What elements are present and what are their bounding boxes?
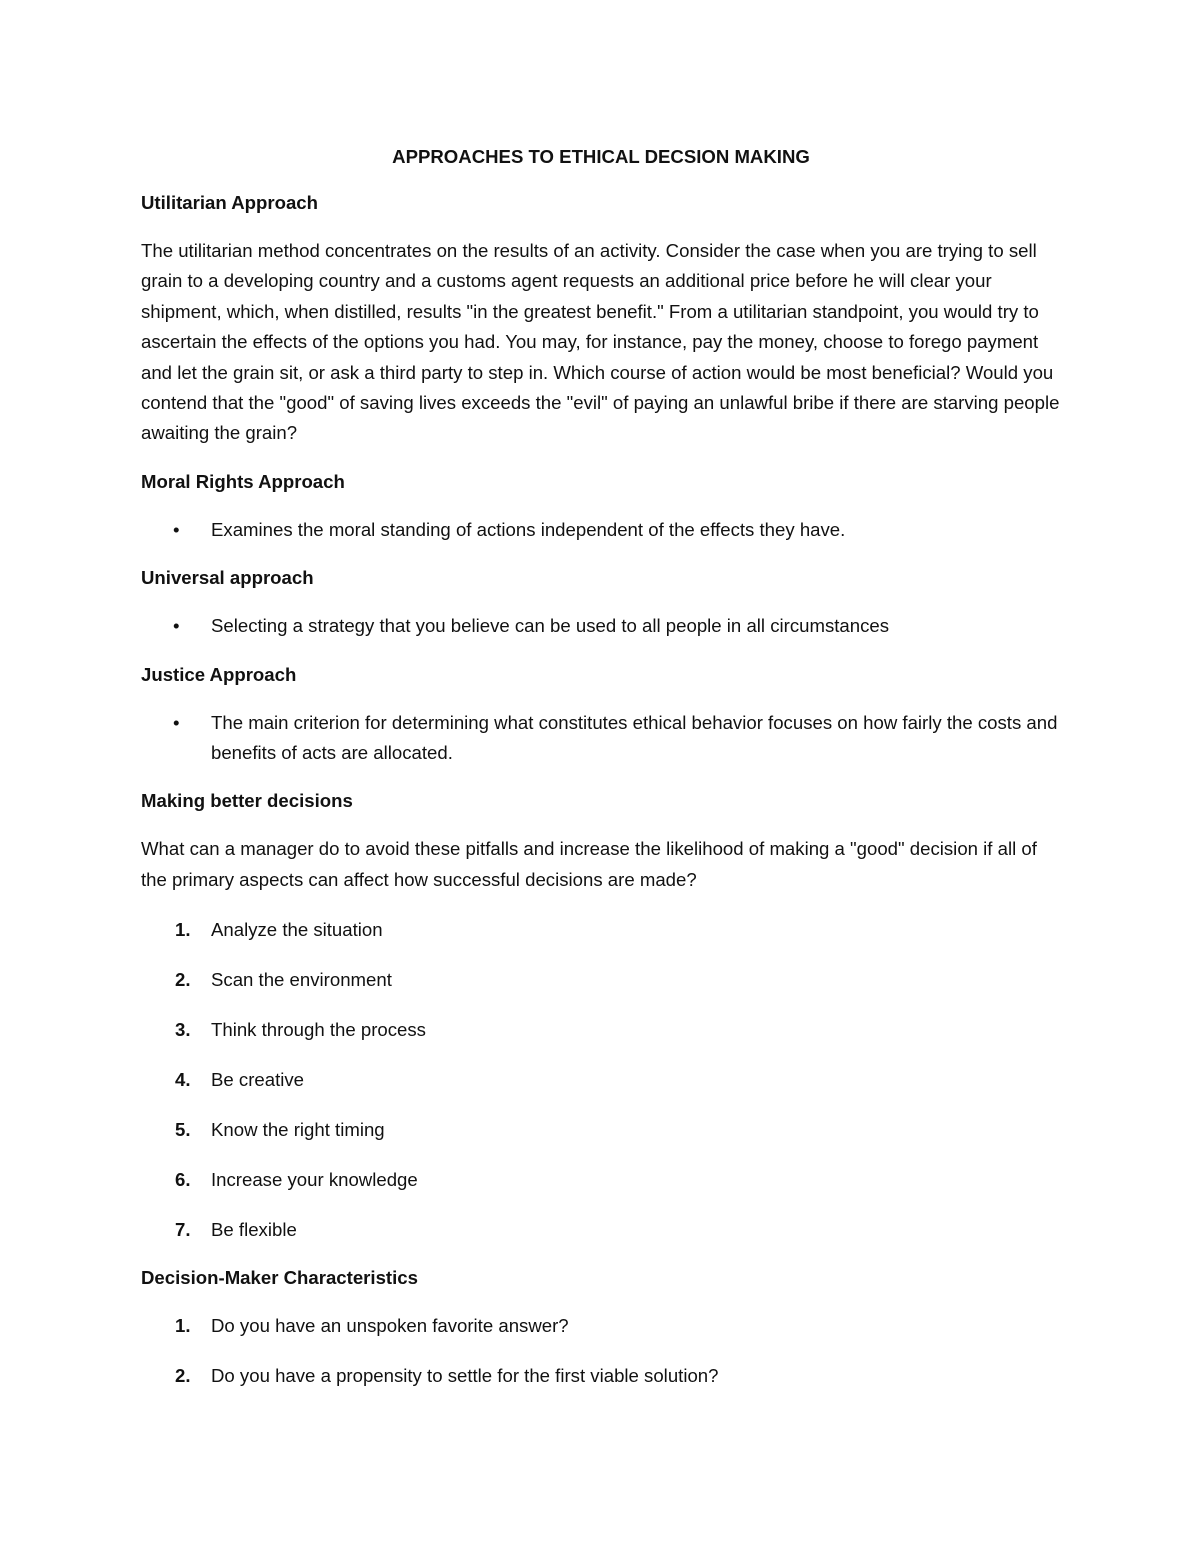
list-item <box>141 611 1061 641</box>
bullet-icon: • <box>173 711 180 733</box>
list-item <box>141 1015 1061 1045</box>
list-number: 1. <box>175 1315 191 1337</box>
list-item-text: Do you have a propensity to settle for the first viable solution? <box>211 1365 719 1387</box>
list-item <box>141 1165 1061 1195</box>
section-heading-characteristics: Decision-Maker Characteristics <box>141 1267 418 1289</box>
list-item <box>141 965 1061 995</box>
universal-bullet-list <box>141 611 1061 641</box>
list-item <box>141 915 1061 945</box>
list-item-text: Increase your knowledge <box>211 1169 418 1191</box>
list-number: 7. <box>175 1219 191 1241</box>
list-item <box>141 1215 1061 1245</box>
list-item-text: Be creative <box>211 1069 305 1091</box>
justice-bullet-list <box>141 708 1061 769</box>
section-heading-utilitarian: Utilitarian Approach <box>141 192 319 213</box>
bullet-text: The main criterion for determining what constitutes ethical behavior focuses on how fairly the costs and benefits of acts are allocated. <box>211 711 1058 764</box>
document-title: APPROACHES TO ETHICAL DECSION MAKING <box>392 146 810 167</box>
list-number: 4. <box>175 1069 191 1091</box>
utilitarian-paragraph: The utilitarian method concentrates on the results of an activity. Consider the case when you are trying to sell grain to a developing country and a customs agent requests an additional price before he will clear your shipment, which, when distilled, results "in the greatest benefit." From a utilitarian standpoint, you would try to ascertain the effects of the options you had. You may, for instance, pay the money, choose to forego payment and let the grain sit, or ask a third party to step in. Which course of action would be most beneficial? Would you contend that the "good" of saving lives exceeds the "evil" of paying an unlawful bribe if there are starving people awaiting the grain? <box>141 240 1060 444</box>
list-item-text: Think through the process <box>211 1019 426 1041</box>
list-number: 1. <box>175 919 191 941</box>
better-decisions-paragraph: What can a manager do to avoid these pitfalls and increase the likelihood of making a "good" decision if all of the primary aspects can affect how successful decisions are made? <box>141 838 1037 890</box>
list-number: 2. <box>175 969 191 991</box>
section-heading-moral-rights: Moral Rights Approach <box>141 470 345 492</box>
section-heading-universal: Universal approach <box>141 567 314 589</box>
list-item <box>141 515 1061 545</box>
list-item-text: Analyze the situation <box>211 919 383 941</box>
list-number: 2. <box>175 1365 191 1387</box>
list-number: 3. <box>175 1019 191 1041</box>
section-heading-better-decisions: Making better decisions <box>141 790 353 812</box>
bullet-text: Examines the moral standing of actions independent of the effects they have. <box>211 518 846 540</box>
bullet-icon: • <box>173 615 180 637</box>
bullet-icon: • <box>173 518 180 540</box>
list-item <box>141 708 1061 769</box>
list-item-text: Scan the environment <box>211 969 392 991</box>
list-item <box>141 1361 1061 1391</box>
document-body <box>141 144 1061 1411</box>
better-decisions-numbered-list <box>141 915 1061 1245</box>
list-item-text: Know the right timing <box>211 1119 385 1141</box>
list-number: 6. <box>175 1169 191 1191</box>
list-number: 5. <box>175 1119 191 1141</box>
list-item-text: Be flexible <box>211 1219 297 1241</box>
bullet-text: Selecting a strategy that you believe can be used to all people in all circumstances <box>211 615 890 637</box>
section-heading-justice: Justice Approach <box>141 663 297 685</box>
moral-rights-bullet-list <box>141 515 1061 545</box>
list-item <box>141 1065 1061 1095</box>
list-item <box>141 1311 1061 1341</box>
list-item <box>141 1115 1061 1145</box>
characteristics-numbered-list <box>141 1311 1061 1391</box>
list-item-text: Do you have an unspoken favorite answer? <box>211 1315 569 1337</box>
